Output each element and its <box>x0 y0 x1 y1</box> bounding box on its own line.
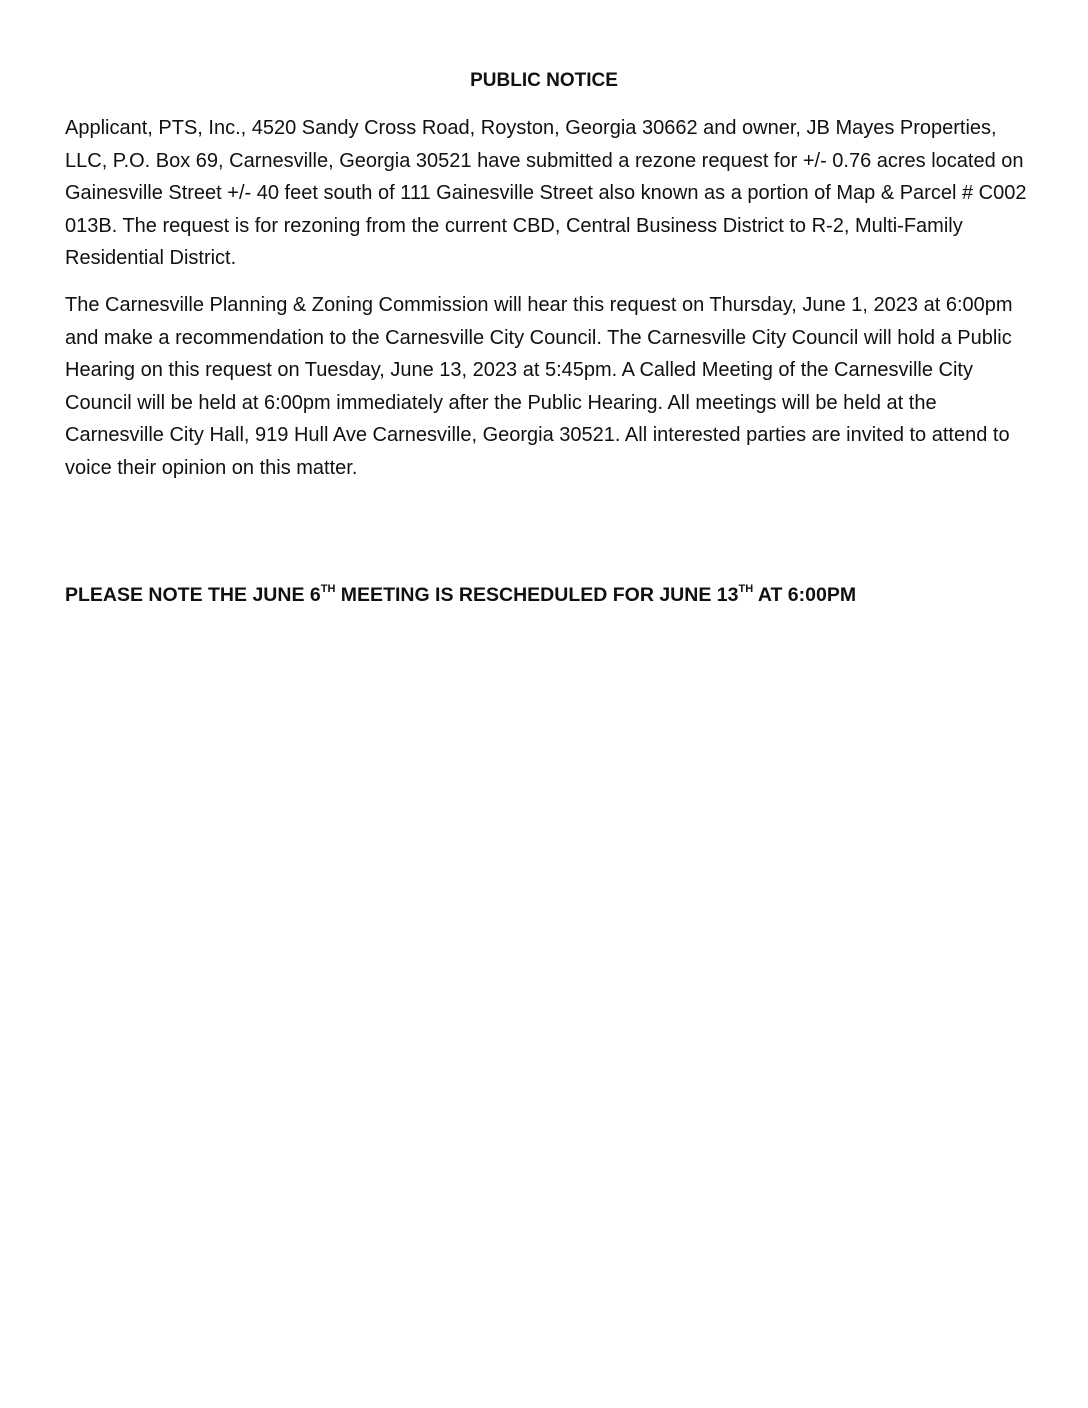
notice-title: PUBLIC NOTICE <box>470 70 618 91</box>
reschedule-note <box>65 581 1045 609</box>
reschedule-note-superscript-1: TH <box>320 583 336 595</box>
reschedule-note-part-2: MEETING IS RESCHEDULED FOR JUNE 13 <box>335 584 739 606</box>
notice-paragraph-hearing-details: The Carnesville Planning & Zoning Commission will hear this request on Thursday, June 1, 2023 at 6:00pm and make a recommendation to the Carnesville City Council. The Carnesville City Council will hold a Public Hearing on this request on Tuesday, June 13, 2023 at 5:45pm. A Called Meeting of the Carnesville City Council will be held at 6:00pm immediately after the Public Hearing. All meetings will be held at the Carnesville City Hall, 919 Hull Ave Carnesville, Georgia 30521. All interested parties are invited to attend to voice their opinion on this matter. <box>65 294 1013 479</box>
notice-paragraph-rezone-request: Applicant, PTS, Inc., 4520 Sandy Cross Road, Royston, Georgia 30662 and owner, JB Mayes Properties, LLC, P.O. Box 69, Carnesville, Georgia 30521 have submitted a rezone request for +/- 0.76 acres located on Gainesville Street +/- 40 feet south of 111 Gainesville Street also known as a portion of Map & Parcel # C002 013B. The request is for rezoning from the current CBD, Central Business District to R-2, Multi-Family Residential District. <box>65 117 1027 270</box>
reschedule-note-part-1: PLEASE NOTE THE JUNE 6 <box>65 584 321 606</box>
reschedule-note-superscript-2: TH <box>738 583 754 595</box>
reschedule-note-part-3: AT 6:00PM <box>753 584 857 606</box>
